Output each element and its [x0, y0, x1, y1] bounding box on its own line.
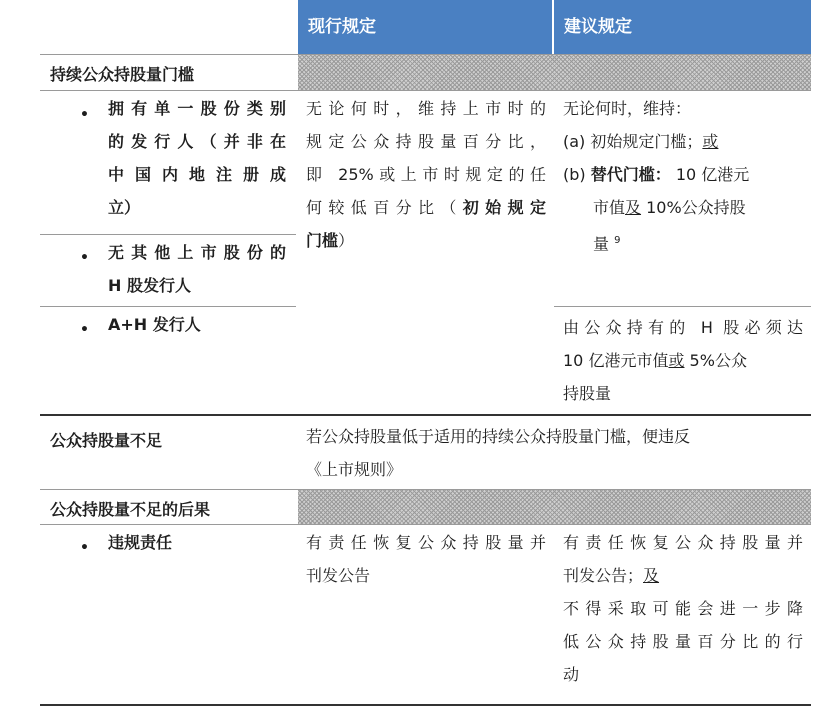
row-divider — [40, 306, 296, 307]
proposed-liability-rule: 有责任恢复公众持股量并 刊发公告；及 不得采取可能会进一步降 低公众持股量百分比的行 动 — [563, 533, 803, 684]
section-title-threshold: 持续公众持股量门槛 — [50, 65, 195, 84]
section-title-shortfall: 公众持股量不足 — [50, 431, 163, 450]
item-single-class-issuer: 拥有单一股份类别 的发行人（并非在 中国内地注册成 立） — [108, 99, 286, 217]
row-divider — [40, 90, 811, 91]
current-liability-rule: 有责任恢复公众持股量并 刊发公告 — [306, 533, 546, 585]
current-threshold-rule: 无论何时，维持上市时的 规定公众持股量百分比， 即 25%或上市时规定的任 何较低百分比（初始规定 门槛） — [306, 99, 546, 250]
hatched-band-consequence — [298, 490, 811, 524]
header-current-rules: 现行规定 — [298, 0, 552, 54]
bullet-single-class: • — [80, 107, 89, 123]
proposed-ah-rule: 由公众持有的 H 股必须达 10 亿港元市值或 5%公众 持股量 — [563, 318, 803, 403]
item-liability: 违规责任 — [108, 533, 173, 552]
bullet-ah-share: • — [80, 322, 89, 338]
bullet-liability: • — [80, 540, 89, 556]
item-ah-issuer: A+H 发行人 — [108, 315, 201, 334]
proposed-threshold-rule: 无论何时，维持： (a) 初始规定门槛；或 (b) 替代门槛： 10 亿港元 市值及 10%公众持股 量 $^9$ — [563, 99, 750, 254]
item-h-share-issuer: 无其他上市股份的 H 股发行人 — [108, 243, 286, 295]
shortfall-description: 若公众持股量低于适用的持续公众持股量门槛，便违反 《上市规则》 — [306, 427, 691, 479]
row-divider — [554, 306, 811, 307]
section-divider — [40, 414, 811, 416]
bullet-h-share: • — [80, 250, 89, 266]
hatched-band-threshold — [298, 55, 811, 90]
header-proposed-rules: 建议规定 — [554, 0, 811, 54]
section-title-consequence: 公众持股量不足的后果 — [50, 500, 211, 519]
row-divider — [40, 524, 811, 525]
table-bottom-border — [40, 704, 811, 706]
row-divider — [40, 234, 296, 235]
